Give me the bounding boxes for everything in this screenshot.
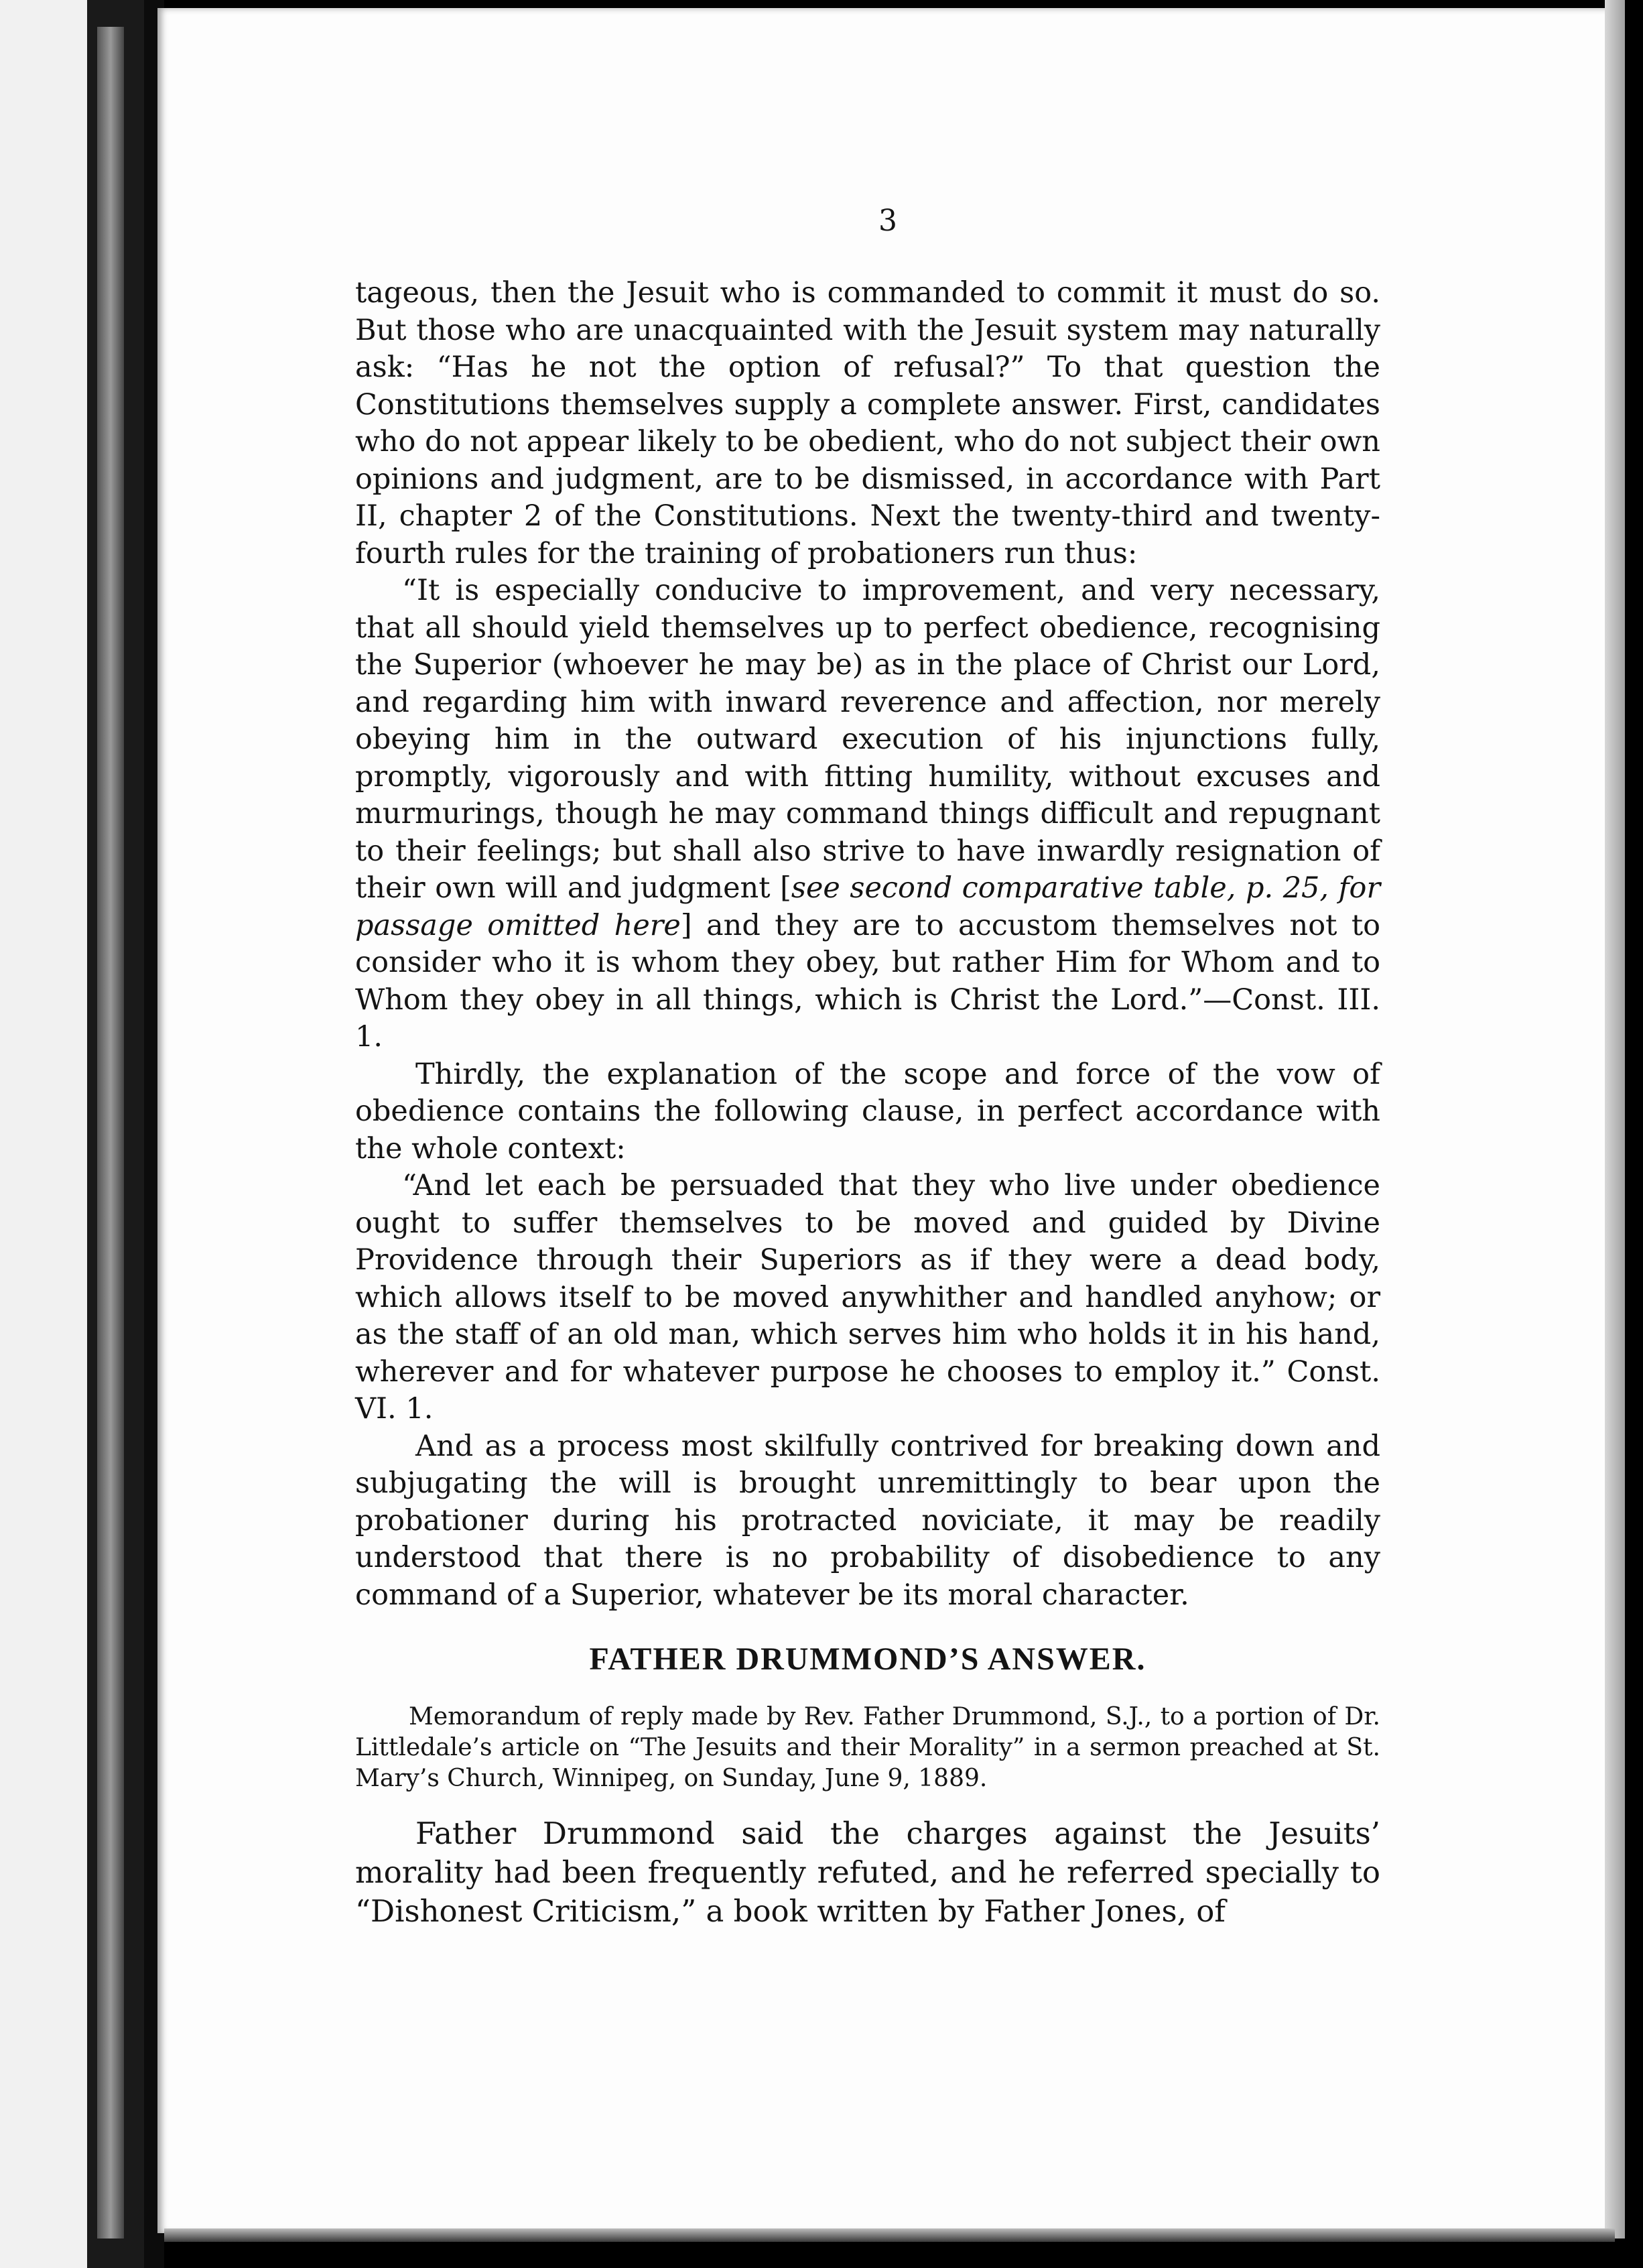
memorandum-note: Memorandum of reply made by Rev. Father Drummond, S.J., to a portion of Dr. Littledale’s article on “The Jesuits and their Morality” in a sermon preached at St. Mary’s Church, Winnipeg, on Sunday, June 9, 1889. <box>355 1703 1380 1792</box>
paragraph-process: And as a process most skilfully contrived for breaking down and subjugating the will is brought unremittingly to bear upon the probationer during his protracted noviciate, it may be readily understood that there is no probability of disobedience to any command of a Superior, whatever be its moral character. <box>355 1429 1380 1612</box>
page-text <box>355 201 1380 1931</box>
quotation-text-end: ] and they are to accustom themselves not to consider who it is whom they obey, but rather Him for Whom and to Whom they obey in all things, which is Christ the Lord.”—Const. III. 1. <box>355 908 1380 1054</box>
quotation-editorial-note: see second comparative table, p. 25, for passage omitted here <box>355 871 1380 942</box>
quotation-rules <box>355 572 1380 1056</box>
page-fore-edge <box>1605 0 1625 2239</box>
paragraph-drummond: Father Drummond said the charges against the Jesuits’ morality had been frequently refuted, and he referred specially to “Dishonest Criticism,” a book written by Father Jones, of <box>355 1816 1380 1929</box>
section-heading: FATHER DRUMMOND’S ANSWER. <box>589 1641 1146 1677</box>
page-bottom-edge <box>164 2228 1615 2242</box>
paragraph-thirdly: Thirdly, the explanation of the scope and force of the vow of obedience contains the following clause, in perfect accordance with the whole context: <box>355 1057 1380 1166</box>
spine-highlight <box>97 27 124 2239</box>
quotation-text-start: “It is especially conducive to improvement, and very necessary, that all should yield themselves up to perfect obedience, recognising the Superior (whoever he may be) as in the place of Christ our Lord, and regarding him with inward reverence and affection, nor merely obeying him in the outward execution of his injunctions fully, promptly, vigorously and with fitting humility, without excuses and murmurings, though he may command things difficult and repugnant to their feelings; but shall also strive to have inwardly resignation of their own will and judgment [ <box>355 574 1380 905</box>
page-number: 3 <box>878 204 897 238</box>
paragraph-continuation: tageous, then the Jesuit who is commanded to commit it must do so. But those who are unacquainted with the Jesuit system may naturally ask: “Has he not the option of refusal?” To that question the Constitutions themselves supply a complete answer. First, candidates who do not appear likely to be obedient, who do not subject their own opinions and judgment, are to be dismissed, in accordance with Part II, chapter 2 of the Constitutions. Next the twenty-third and twenty-fourth rules for the training of probationers run thus: <box>355 276 1380 570</box>
quotation-obedience: “And let each be persuaded that they who live under obedience ought to suffer themselves to be moved and guided by Divine Providence through their Superiors as if they were a dead body, which allows itself to be moved anywhither and handled anyhow; or as the staff of an old man, which serves him who holds it in his hand, wherever and for whatever purpose he chooses to employ it.” Const. VI. 1. <box>355 1169 1380 1426</box>
